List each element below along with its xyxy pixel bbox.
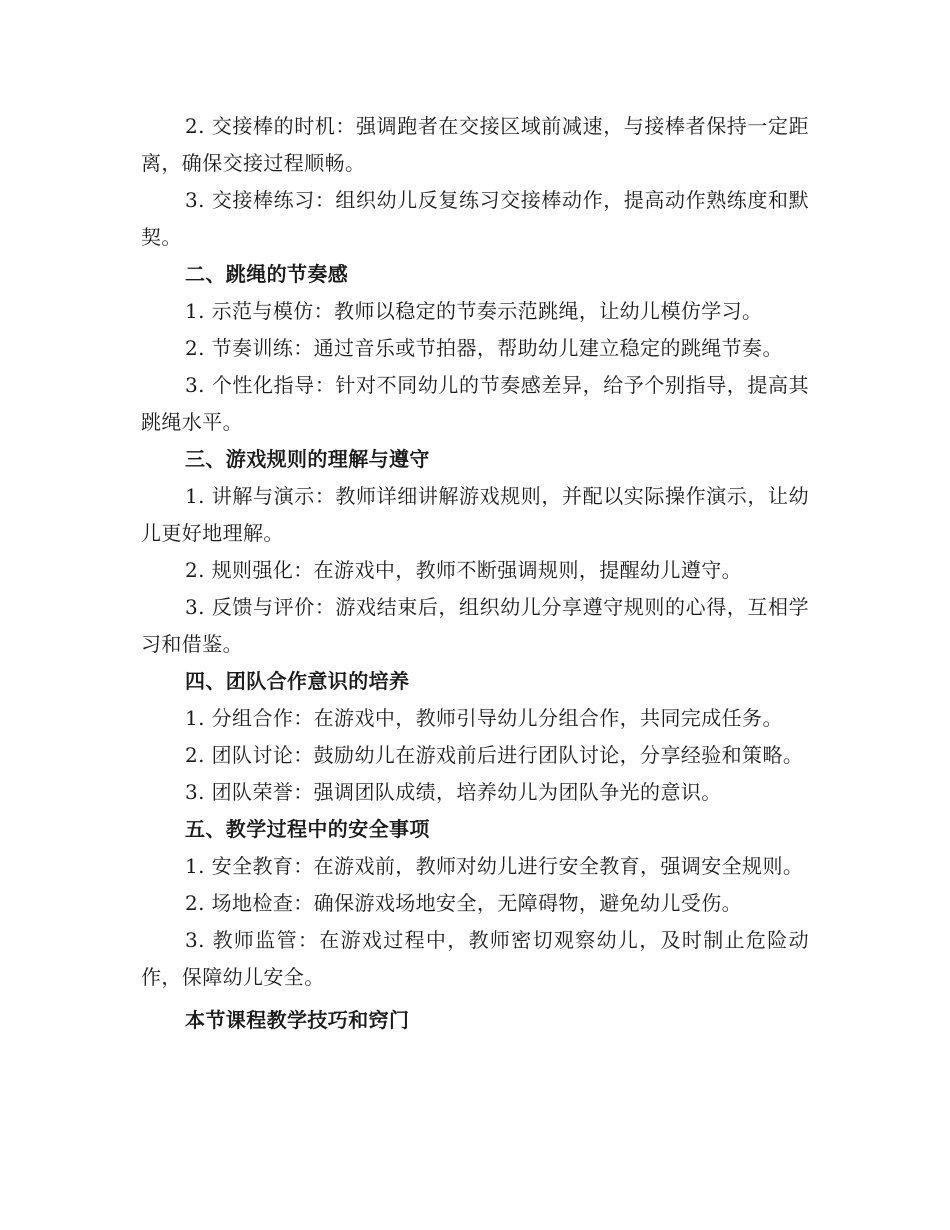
paragraph-explain-demo: 1. 讲解与演示：教师详细讲解游戏规则，并配以实际操作演示，让幼儿更好地理解。 <box>141 484 809 545</box>
paragraph-rhythm-training: 2. 节奏训练：通过音乐或节拍器，帮助幼儿建立稳定的跳绳节奏。 <box>185 336 783 360</box>
document-body <box>141 108 809 1039</box>
paragraph-relay-practice: 3. 交接棒练习：组织幼儿反复练习交接棒动作，提高动作熟练度和默契。 <box>141 188 809 249</box>
paragraph-feedback-eval: 3. 反馈与评价：游戏结束后，组织幼儿分享遵守规则的心得，互相学习和借鉴。 <box>141 595 809 656</box>
paragraph-teacher-supervision: 3. 教师监管：在游戏过程中，教师密切观察幼儿，及时制止危险动作，保障幼儿安全。 <box>141 928 809 989</box>
paragraph-venue-check: 2. 场地检查：确保游戏场地安全，无障碍物，避免幼儿受伤。 <box>185 891 743 915</box>
paragraph-demo-imitation: 1. 示范与模仿：教师以稳定的节奏示范跳绳，让幼儿模仿学习。 <box>185 299 763 323</box>
paragraph-relay-timing: 2. 交接棒的时机：强调跑者在交接区域前减速，与接棒者保持一定距离，确保交接过程顺畅。 <box>141 114 809 175</box>
section-heading-safety: 五、教学过程中的安全事项 <box>185 817 430 841</box>
paragraph-group-work: 1. 分组合作：在游戏中，教师引导幼儿分组合作，共同完成任务。 <box>185 706 783 730</box>
paragraph-rule-reinforce: 2. 规则强化：在游戏中，教师不断强调规则，提醒幼儿遵守。 <box>185 558 743 582</box>
paragraph-safety-education: 1. 安全教育：在游戏前，教师对幼儿进行安全教育，强调安全规则。 <box>185 854 804 878</box>
paragraph-team-discussion: 2. 团队讨论：鼓励幼儿在游戏前后进行团队讨论，分享经验和策略。 <box>185 743 804 767</box>
section-heading-game-rules: 三、游戏规则的理解与遵守 <box>185 447 430 471</box>
paragraph-individual-guidance: 3. 个性化指导：针对不同幼儿的节奏感差异，给予个别指导，提高其跳绳水平。 <box>141 373 809 434</box>
section-heading-rope-rhythm: 二、跳绳的节奏感 <box>185 262 349 286</box>
section-heading-teamwork: 四、团队合作意识的培养 <box>185 669 410 693</box>
paragraph-team-honor: 3. 团队荣誉：强调团队成绩，培养幼儿为团队争光的意识。 <box>185 780 722 804</box>
section-heading-teaching-tips: 本节课程教学技巧和窍门 <box>185 1008 410 1032</box>
